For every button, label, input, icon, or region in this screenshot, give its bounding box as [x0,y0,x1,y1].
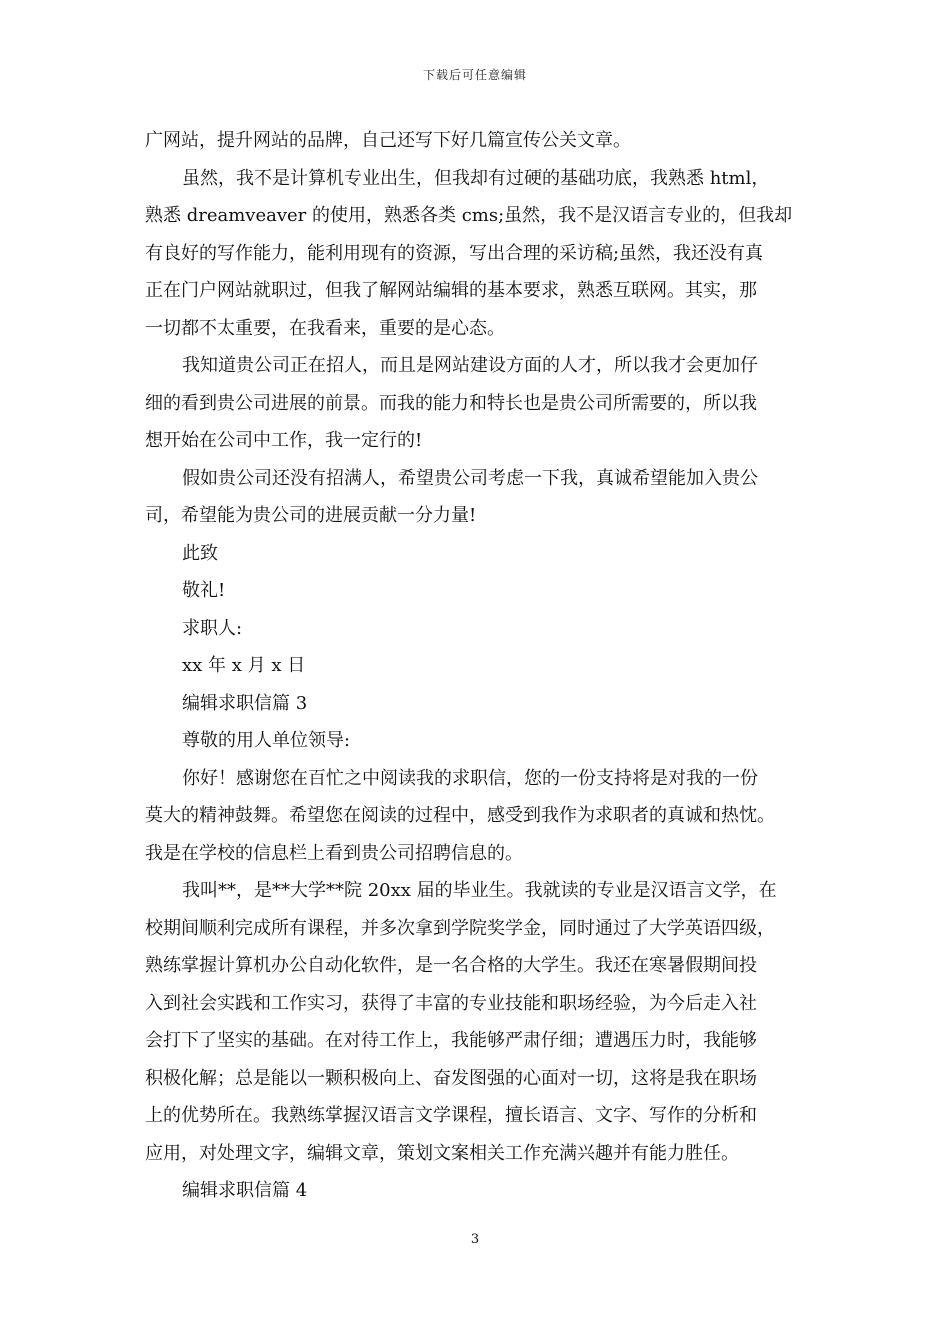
text-line: 熟练掌握计算机办公自动化软件，是一名合格的大学生。我还在寒暑假期间投 [145,955,757,976]
text-line: 想开始在公司中工作，我一定行的! [145,430,423,451]
text-line: 我知道贵公司正在招人，而且是网站建设方面的人才，所以我才会更加仔 [182,355,758,376]
text-line: 应用，对处理文字，编辑文章，策划文案相关工作充满兴趣并有能力胜任。 [145,1142,739,1164]
text-line: 一切都不太重要，在我看来，重要的是心态。 [145,317,505,339]
text-line: 编辑求职信篇 3 [182,692,308,714]
text-line: xx 年 x 月 x 日 [182,655,306,676]
text-line: 编辑求职信篇 4 [182,1180,308,1201]
text-line: 有良好的写作能力，能利用现有的资源，写出合理的采访稿;虽然，我还没有真 [145,242,764,264]
page-number: 3 [470,1232,480,1247]
text-line: 上的优势所在。我熟练掌握汉语言文学课程，擅长语言、文字、写作的分析和 [145,1105,757,1126]
text-line: 正在门户网站就职过，但我了解网站编辑的基本要求，熟悉互联网。其实，那 [145,280,757,301]
text-line: 此致 [182,542,218,564]
text-line: 虽然，我不是计算机专业出生，但我却有过硬的基础功底，我熟悉 html， [182,167,770,189]
text-line: 细的看到贵公司进展的前景。而我的能力和特长也是贵公司所需要的，所以我 [145,392,757,414]
text-line: 尊敬的用人单位领导: [182,730,351,751]
text-line: 求职人: [182,617,243,639]
text-line: 熟悉 dreamveaver 的使用，熟悉各类 cms;虽然，我不是汉语言专业的，但我却 [145,205,793,226]
text-line: 司，希望能为贵公司的进展贡献一分力量! [145,505,477,526]
page-header: 下载后可任意编辑 [422,68,527,82]
text-line: 假如贵公司还没有招满人，希望贵公司考虑一下我，真诚希望能加入贵公 [182,467,758,489]
text-line: 会打下了坚实的基础。在对待工作上，我能够严肃仔细；遭遇压力时，我能够 [145,1030,757,1051]
text-line: 我叫**，是**大学**院 20xx 届的毕业生。我就读的专业是汉语言文学，在 [182,880,777,901]
text-line: 积极化解；总是能以一颗积极向上、奋发图强的心面对一切，这将是我在职场 [145,1067,757,1089]
text-line: 你好！感谢您在百忙之中阅读我的求职信，您的一份支持将是对我的一份 [182,767,758,789]
document-body [145,122,825,1210]
text-line: 广网站，提升网站的品牌，自己还写下好几篇宣传公关文章。 [145,130,631,151]
text-line: 校期间顺利完成所有课程，并多次拿到学院奖学金，同时通过了大学英语四级， [145,917,775,939]
text-line: 入到社会实践和工作实习，获得了丰富的专业技能和职场经验，为今后走入社 [145,992,757,1014]
text-line: 我是在学校的信息栏上看到贵公司招聘信息的。 [145,842,523,864]
text-line: 敬礼! [182,580,226,601]
text-line: 莫大的精神鼓舞。希望您在阅读的过程中，感受到我作为求职者的真诚和热忱。 [145,805,775,826]
